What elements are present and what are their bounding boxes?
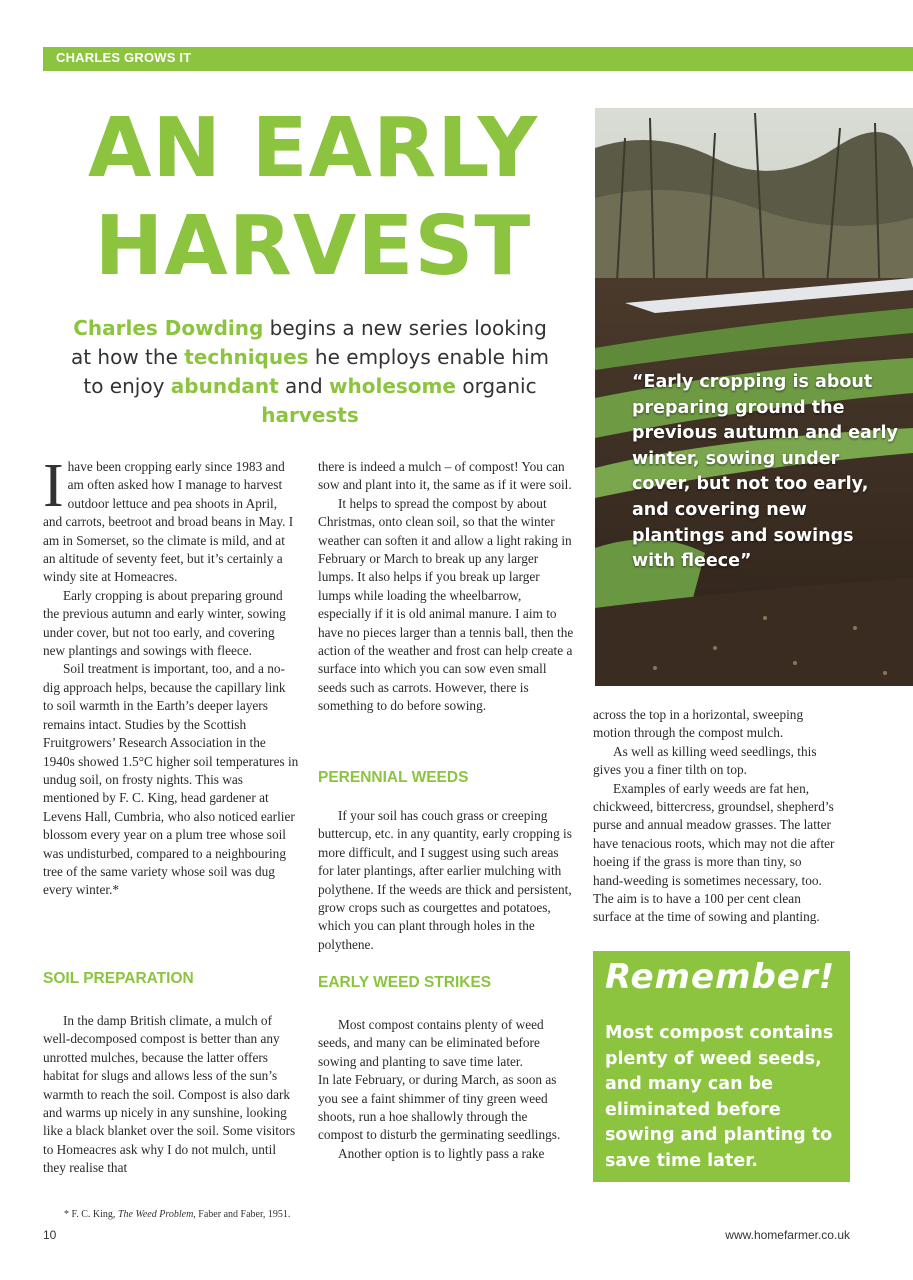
paragraph: Soil treatment is important, too, and a no-dig approach helps, because the capillary link to soil warmth in the Earth’s deeper layers remains intact. Studies by the Scottish Fruitgrowers’ Research Association in the 1940s showed 1.5°C higher soil temperatures in undug soil, on frosty nights. This was mentioned by F. C. King, head gardener at Levens Hall, Cumbria, who also noticed earlier blossom every year on a plum tree whose soil was undisturbed, compared to a neighbouring tree of the same variety whose soil was dug every winter.*: [43, 661, 299, 898]
column-2-perennial: [318, 807, 574, 954]
standfirst: [60, 314, 560, 430]
paragraph: As well as killing weed seedlings, this gives you a finer tilth on top.: [593, 743, 817, 778]
footnote: [64, 1209, 290, 1220]
paragraph: across the top in a horizontal, sweeping motion through the compost mulch.: [593, 707, 804, 741]
headline-line-1: AN EARLY: [87, 101, 539, 196]
heading-early-weed-strikes: EARLY WEED STRIKES: [318, 974, 492, 991]
paragraph: Early cropping is about preparing ground the previous autumn and early winter, sowing under cover, but not too early, and covering new plantings and sowings with fleece.: [43, 587, 286, 659]
standfirst-text: and: [278, 374, 330, 398]
paragraph: there is indeed a mulch – of compost! You can sow and plant into it, the same as if it were soil.: [318, 459, 572, 493]
section-label: CHARLES GROWS IT: [56, 50, 192, 65]
heading-perennial-weeds: PERENNIAL WEEDS: [318, 769, 469, 786]
column-2-early-weeds: [318, 1016, 574, 1163]
headline: [43, 100, 583, 296]
standfirst-keyword: harvests: [261, 403, 359, 427]
pull-quote: “Early cropping is about preparing ground the previous autumn and early winter, sowing under cover, but not too early, and covering new plantings and sowings with fleece”: [632, 372, 898, 572]
column-3: [593, 706, 835, 927]
remember-text: Most compost contains plenty of weed seeds, and many can be eliminated before sowing and planting to save time later.: [605, 1023, 834, 1171]
footnote-text: , Faber and Faber, 1951.: [193, 1209, 291, 1220]
website-url[interactable]: www.homefarmer.co.uk: [725, 1228, 850, 1242]
paragraph: If your soil has couch grass or creeping buttercup, etc. in any quantity, early cropping is more difficult, and I suggest using such areas for later plantings, after earlier mulching with polythene. If the weeds are thick and persistent, grow crops such as courgettes and potatoes, which you can plant through holes in the polythene.: [318, 808, 572, 952]
standfirst-keyword: wholesome: [329, 374, 456, 398]
heading-soil-preparation: SOIL PREPARATION: [43, 970, 194, 987]
paragraph: Most compost contains plenty of weed seeds, and many can be eliminated before sowing and planting to save time later.: [318, 1017, 544, 1069]
footnote-text: * F. C. King,: [64, 1209, 118, 1220]
headline-line-2: HARVEST: [94, 199, 532, 294]
page-number: 10: [43, 1228, 57, 1242]
standfirst-text: organic: [455, 374, 537, 398]
paragraph: In the damp British climate, a mulch of well-decomposed compost is better than any unrotted mulches, because the latter offers habitat for slugs and allows less of the sun’s warmth to reach the soil. Compost is also dark and warms up nicely in any sunshine, looking like a black blanket over the soil. Some visitors to Homeacres ask why I do not mulch, until they realise that: [43, 1013, 296, 1176]
paragraph: Another option is to lightly pass a rake: [338, 1145, 545, 1161]
standfirst-text: begins a new series looking at how the: [70, 316, 547, 369]
author-name: Charles Dowding: [73, 316, 264, 340]
section-banner: [43, 47, 913, 71]
paragraph: Examples of early weeds are fat hen, chickweed, bittercress, groundsel, shepherd’s purse and annual meadow grasses. The latter have tenacious roots, which may not die after hoeing if the grass is more than tiny, so hand-weeding is sometimes necessary, too. The aim is to have a 100 per cent clean surface at the time of sowing and planting.: [593, 780, 835, 925]
column-1-soil: [43, 1012, 299, 1178]
paragraph: It helps to spread the compost by about Christmas, onto clean soil, so that the winter weather can soften it and allow a light raking in February or March to break up any larger lumps. It also helps if you break up larger lumps while loading the wheelbarrow, especially if it is old animal manure. I aim to have no pieces larger than a tennis ball, then the action of the weather and frost can help create a surface into which you can sow even small seeds such as carrots. However, there is something to do before sowing.: [318, 495, 574, 714]
footnote-book-title: The Weed Problem: [117, 1209, 194, 1220]
standfirst-text: he employs enable him to enjoy: [83, 345, 550, 398]
paragraph: have been cropping early since 1983 and am often asked how I manage to harvest outdoor lettuce and pea shoots in April, and carrots, beetroot and broad beans in May. I am in Somerset, so the climate is mild, and at an altitude of seventy feet, but it’s certainly a windy site at Homeacres.: [43, 459, 294, 585]
paragraph: In late February, or during March, as soon as you see a faint shimmer of tiny green weed shoots, run a hoe shallowly through the compost to disturb the germinating seedlings.: [318, 1072, 561, 1143]
standfirst-keyword: techniques: [184, 345, 309, 369]
column-1: [43, 452, 299, 900]
column-2: [318, 458, 574, 716]
remember-title: Remember!: [605, 957, 836, 997]
remember-box: [593, 951, 850, 1182]
standfirst-keyword: abundant: [170, 374, 279, 398]
drop-cap: I: [43, 452, 64, 520]
